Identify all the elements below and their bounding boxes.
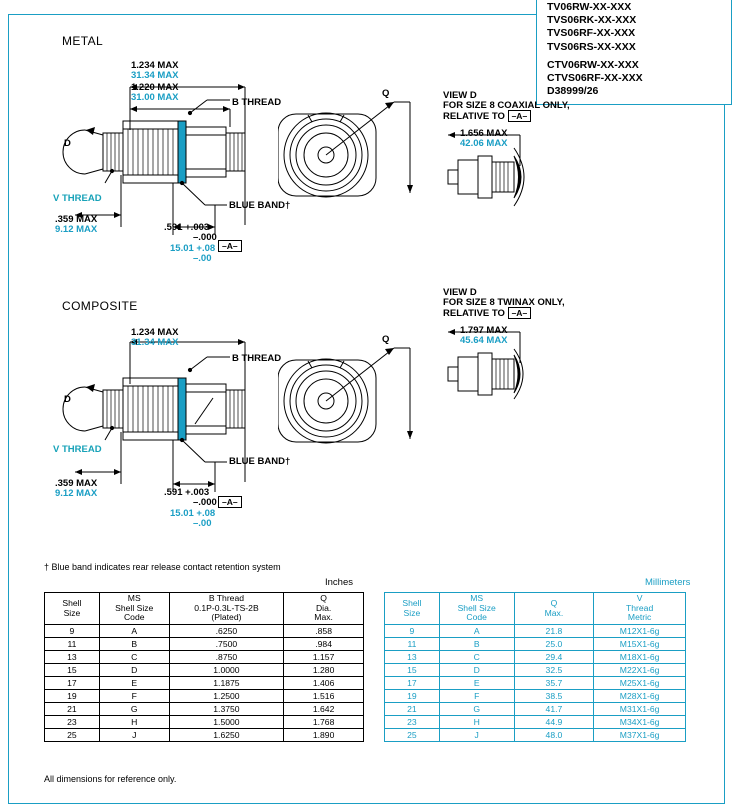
header-shell-size: Shell Size: [385, 593, 440, 625]
metal-dim-top-mm: 31.34 MAX: [131, 70, 179, 81]
composite-dim-left-mm: 9.12 MAX: [55, 488, 98, 499]
inches-table: [44, 592, 364, 742]
cell: D: [99, 664, 169, 677]
composite-dim-bottom-inch2: –.000: [193, 497, 217, 508]
cell: 25: [385, 729, 440, 742]
table-row: [45, 716, 364, 729]
metal-blue-band-label: BLUE BAND†: [229, 200, 291, 211]
metal-dim-second-inch: 1.220 MAX: [131, 82, 179, 93]
composite-blue-band-label: BLUE BAND†: [229, 456, 291, 467]
table-row: [45, 638, 364, 651]
reference-note: All dimensions for reference only.: [44, 774, 177, 784]
view-d-twinax-dim-inch: 1.797 MAX: [460, 325, 508, 336]
metal-dim-left-mm: 9.12 MAX: [55, 224, 98, 235]
cell: .984: [284, 638, 364, 651]
metric-table: [384, 592, 686, 742]
cell: F: [439, 690, 514, 703]
table-row: [45, 729, 364, 742]
cell: 15: [385, 664, 440, 677]
metal-dim-top-inch: 1.234 MAX: [131, 60, 179, 71]
cell: 9: [45, 625, 100, 638]
metal-dim-bottom-mm2: –.00: [193, 253, 212, 264]
cell: 17: [45, 677, 100, 690]
table-row: [385, 703, 686, 716]
metal-b-thread-label: B THREAD: [232, 97, 282, 108]
cell: 41.7: [514, 703, 594, 716]
metal-dim-left-inch: .359 MAX: [55, 214, 98, 225]
table-row: [385, 677, 686, 690]
cell: 1.0000: [169, 664, 284, 677]
metal-dim-bottom-inch2: –.000: [193, 232, 217, 243]
cell: H: [99, 716, 169, 729]
cell: G: [99, 703, 169, 716]
table-row: [45, 677, 364, 690]
cell: 25.0: [514, 638, 594, 651]
section-title-composite: COMPOSITE: [62, 299, 138, 313]
cell: 19: [45, 690, 100, 703]
cell: B: [99, 638, 169, 651]
cell: .6250: [169, 625, 284, 638]
table-row: [385, 625, 686, 638]
table-header-row: [45, 593, 364, 625]
cell: A: [99, 625, 169, 638]
composite-end-view: [278, 334, 428, 469]
metal-q-label: Q: [382, 88, 390, 99]
part-number: CTV06RW-XX-XXX: [547, 58, 639, 71]
cell: C: [99, 651, 169, 664]
cell: M22X1-6g: [594, 664, 686, 677]
cell: 11: [385, 638, 440, 651]
view-d-coax-title: VIEW D: [443, 90, 477, 101]
millimeters-caption: Millimeters: [645, 577, 691, 588]
cell: 21: [385, 703, 440, 716]
cell: 1.280: [284, 664, 364, 677]
table-row: [385, 716, 686, 729]
part-number: CTVS06RF-XX-XXX: [547, 72, 643, 85]
cell: .8750: [169, 651, 284, 664]
cell: H: [439, 716, 514, 729]
cell: M15X1-6g: [594, 638, 686, 651]
cell: G: [439, 703, 514, 716]
view-d-twinax-drawing: [440, 323, 550, 428]
view-d-coax-dim-inch: 1.656 MAX: [460, 128, 508, 139]
metal-end-view: [278, 88, 428, 223]
cell: 48.0: [514, 729, 594, 742]
cell: 21.8: [514, 625, 594, 638]
cell: 38.5: [514, 690, 594, 703]
part-number-box: [536, 0, 732, 105]
composite-dim-left-inch: .359 MAX: [55, 478, 98, 489]
table-header-row: [385, 593, 686, 625]
cell: 17: [385, 677, 440, 690]
header-b-thread: B Thread 0.1P-0.3L-TS-2B (Plated): [169, 593, 284, 625]
cell: M18X1-6g: [594, 651, 686, 664]
cell: E: [99, 677, 169, 690]
view-d-twinax-title: VIEW D: [443, 287, 477, 298]
cell: 25: [45, 729, 100, 742]
cell: .858: [284, 625, 364, 638]
composite-q-label: Q: [382, 334, 390, 345]
metal-datum-a: –A–: [218, 240, 242, 252]
view-d-coax-line2: RELATIVE TO –A–: [443, 110, 531, 122]
cell: 9: [385, 625, 440, 638]
view-d-twinax-line1: FOR SIZE 8 TWINAX ONLY,: [443, 297, 565, 308]
view-d-coax-line1: FOR SIZE 8 COAXIAL ONLY,: [443, 100, 570, 111]
cell: 1.406: [284, 677, 364, 690]
header-v-thread-metric: V Thread Metric: [594, 593, 686, 625]
cell: J: [439, 729, 514, 742]
cell: M31X1-6g: [594, 703, 686, 716]
table-row: [45, 690, 364, 703]
composite-dim-bottom-mm2: –.00: [193, 518, 212, 529]
composite-dim-top-mm: 31.34 MAX: [131, 337, 179, 348]
cell: 44.9: [514, 716, 594, 729]
cell: 29.4: [514, 651, 594, 664]
table-row: [45, 703, 364, 716]
section-title-metal: METAL: [62, 34, 104, 48]
cell: 11: [45, 638, 100, 651]
header-q-max: Q Max.: [514, 593, 594, 625]
view-d-coax-dim-mm: 42.06 MAX: [460, 138, 508, 149]
cell: F: [99, 690, 169, 703]
table-row: [385, 729, 686, 742]
table-row: [385, 664, 686, 677]
table-row: [45, 651, 364, 664]
cell: .7500: [169, 638, 284, 651]
cell: C: [439, 651, 514, 664]
cell: D: [439, 664, 514, 677]
view-d-twinax-line2: RELATIVE TO –A–: [443, 307, 531, 319]
cell: 35.7: [514, 677, 594, 690]
composite-dim-top-inch: 1.234 MAX: [131, 327, 179, 338]
view-d-twinax-dim-mm: 45.64 MAX: [460, 335, 508, 346]
header-ms-shell-size-code: MS Shell Size Code: [439, 593, 514, 625]
cell: 32.5: [514, 664, 594, 677]
part-number: TVS06RK-XX-XXX: [547, 14, 637, 27]
composite-dim-bottom-mm: 15.01 +.08: [170, 508, 216, 519]
cell: 1.3750: [169, 703, 284, 716]
metric-table-body: [385, 625, 686, 742]
cell: 1.516: [284, 690, 364, 703]
header-ms-shell-size-code: MS Shell Size Code: [99, 593, 169, 625]
cell: 1.1875: [169, 677, 284, 690]
part-number: TV06RW-XX-XXX: [547, 1, 632, 13]
cell: 1.5000: [169, 716, 284, 729]
blue-band-footnote: † Blue band indicates rear release contact retention system: [44, 562, 281, 572]
cell: 19: [385, 690, 440, 703]
cell: 21: [45, 703, 100, 716]
cell: M12X1-6g: [594, 625, 686, 638]
metal-d-label: D: [64, 138, 71, 149]
cell: J: [99, 729, 169, 742]
table-row: [385, 638, 686, 651]
composite-v-thread-label: V THREAD: [53, 444, 102, 455]
cell: A: [439, 625, 514, 638]
cell: 23: [385, 716, 440, 729]
cell: M37X1-6g: [594, 729, 686, 742]
cell: 1.2500: [169, 690, 284, 703]
cell: M28X1-6g: [594, 690, 686, 703]
part-number: TVS06RF-XX-XXX: [547, 27, 636, 40]
cell: 1.6250: [169, 729, 284, 742]
cell: E: [439, 677, 514, 690]
cell: 1.642: [284, 703, 364, 716]
metal-dim-bottom-mm: 15.01 +.08: [170, 243, 216, 254]
header-q-dia-max: Q Dia. Max.: [284, 593, 364, 625]
metal-dim-second-mm: 31.00 MAX: [131, 92, 179, 103]
metal-dim-bottom-inch: .591 +.003: [164, 222, 210, 233]
cell: M25X1-6g: [594, 677, 686, 690]
cell: 1.890: [284, 729, 364, 742]
composite-datum-a: –A–: [218, 496, 242, 508]
header-shell-size: Shell Size: [45, 593, 100, 625]
table-row: [45, 664, 364, 677]
inches-table-body: [45, 625, 364, 742]
cell: 15: [45, 664, 100, 677]
part-number: D38999/26: [547, 85, 599, 98]
cell: 23: [45, 716, 100, 729]
table-row: [45, 625, 364, 638]
table-row: [385, 651, 686, 664]
cell: M34X1-6g: [594, 716, 686, 729]
cell: 13: [385, 651, 440, 664]
composite-dim-bottom-inch: .591 +.003: [164, 487, 210, 498]
table-row: [385, 690, 686, 703]
composite-d-label: D: [64, 394, 71, 405]
metal-v-thread-label: V THREAD: [53, 193, 102, 204]
cell: B: [439, 638, 514, 651]
cell: 13: [45, 651, 100, 664]
cell: 1.768: [284, 716, 364, 729]
inches-caption: Inches: [325, 577, 353, 588]
cell: 1.157: [284, 651, 364, 664]
part-number: TVS06RS-XX-XXX: [547, 40, 636, 53]
view-d-coax-drawing: [440, 126, 550, 231]
composite-b-thread-label: B THREAD: [232, 353, 282, 364]
